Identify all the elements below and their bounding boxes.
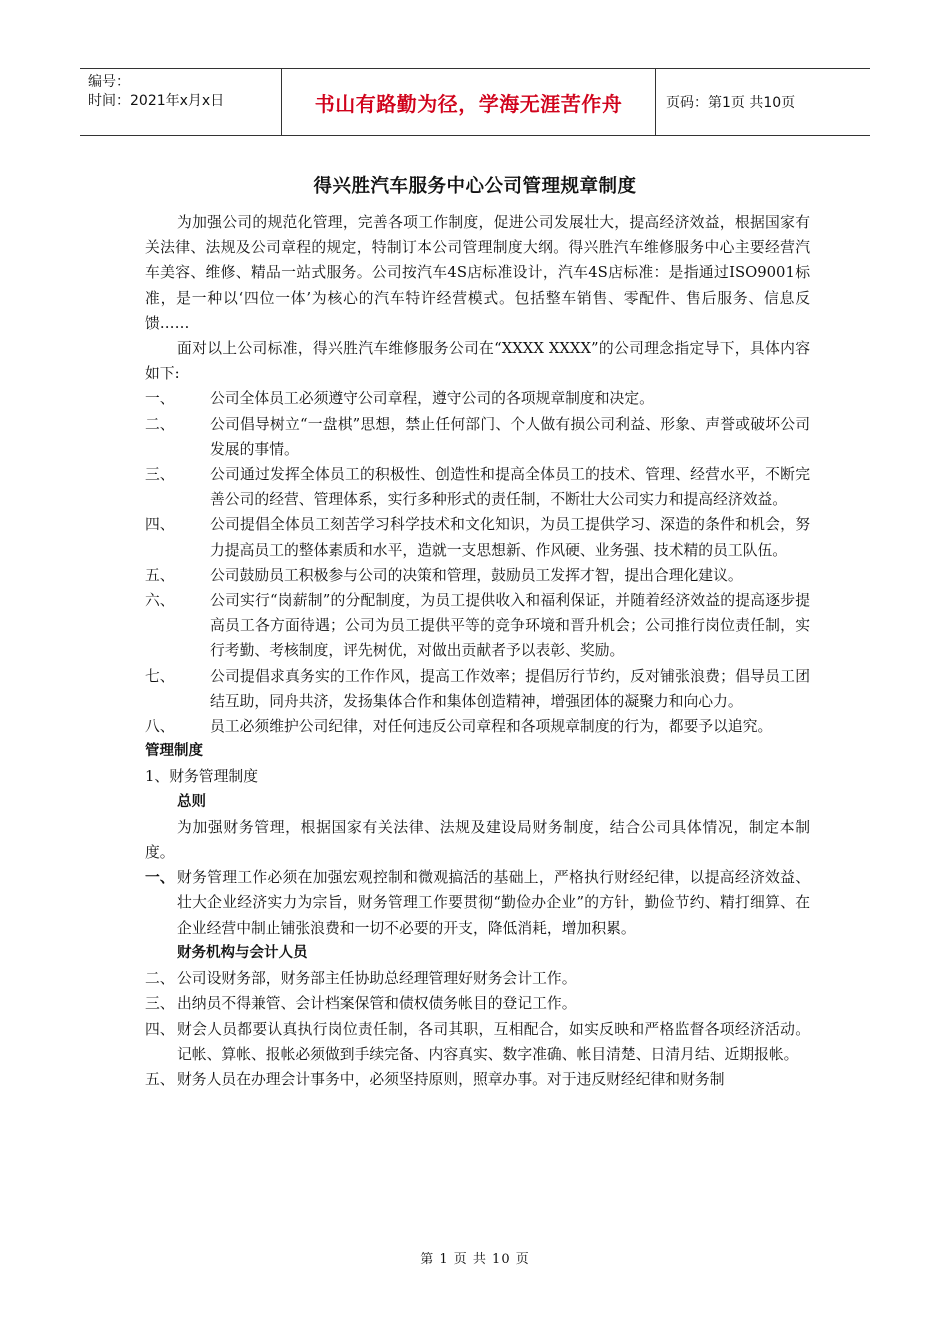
item-text: 公司通过发挥全体员工的积极性、创造性和提高全体员工的技术、管理、经营水平，不断完善公司的经营、管理体系，实行多种形式的责任制，不断壮大公司实力和提高经济效益。 xyxy=(210,466,810,509)
item-number: 六、 xyxy=(145,592,175,610)
item-number: 五、 xyxy=(145,1070,175,1088)
item-text: 公司鼓励员工积极参与公司的决策和管理，鼓励员工发挥才智，提出合理化建议。 xyxy=(210,566,743,584)
general-intro: 为加强财务管理，根据国家有关法律、法规及建设局财务制度，结合公司具体情况，制定本制度。 xyxy=(145,818,810,862)
item-number: 二、 xyxy=(145,415,175,433)
subsection-heading: 总则 xyxy=(177,793,206,810)
document-title: 得兴胜汽车服务中心公司管理规章制度 xyxy=(313,176,637,197)
subsection-heading: 财务机构与会计人员 xyxy=(177,944,308,961)
list-item xyxy=(145,714,810,739)
item-number: 八、 xyxy=(145,718,175,736)
list-item xyxy=(145,1017,810,1067)
header-motto: 书山有路勤为径，学海无涯苦作舟 xyxy=(281,69,656,135)
document-body xyxy=(145,210,810,1092)
item-text: 公司全体员工必须遵守公司章程，遵守公司的各项规章制度和决定。 xyxy=(210,390,654,408)
section-heading: 管理制度 xyxy=(145,743,203,760)
list-item xyxy=(145,588,810,664)
list-item xyxy=(145,412,810,462)
item-number: 四、 xyxy=(145,1020,175,1038)
header-meta xyxy=(80,69,281,135)
principles-list xyxy=(145,386,810,739)
header-table xyxy=(80,68,870,136)
list-item xyxy=(145,1067,810,1092)
item-number: 五、 xyxy=(145,566,175,584)
item-text: 财务管理工作必须在加强宏观控制和微观搞活的基础上，严格执行财经纪律，以提高经济效益、壮大企业经济实力为宗旨，财务管理工作要贯彻“勤俭办企业”的方针，勤俭节约、精打细算、在企业经营中制止铺张浪费和一切不必要的开支，降低消耗，增加积累。 xyxy=(177,869,810,937)
item-text: 公司设财务部，财务部主任协助总经理管理好财务会计工作。 xyxy=(177,970,577,988)
list-item xyxy=(145,512,810,562)
item-number: 二、 xyxy=(145,970,175,988)
list-item xyxy=(145,865,810,941)
item-text: 出纳员不得兼管、会计档案保管和债权债务帐目的登记工作。 xyxy=(177,995,577,1013)
list-item xyxy=(145,462,810,512)
item-text: 财会人员都要认真执行岗位责任制，各司其职，互相配合，如实反映和严格监督各项经济活动。记帐、算帐、报帐必须做到手续完备、内容真实、数字准确、帐目清楚、日清月结、近期报帐。 xyxy=(177,1020,810,1063)
item-text: 公司提倡求真务实的工作作风，提高工作效率；提倡厉行节约，反对铺张浪费；倡导员工团结互助，同舟共济，发扬集体合作和集体创造精神，增强团体的凝聚力和向心力。 xyxy=(210,667,810,710)
item-text: 员工必须维护公司纪律，对任何违反公司章程和各项规章制度的行为，都要予以追究。 xyxy=(210,718,773,736)
item-number: 七、 xyxy=(145,667,175,685)
item-number: 四、 xyxy=(145,516,175,534)
list-item xyxy=(145,563,810,588)
item-number: 三、 xyxy=(145,995,175,1013)
intro-paragraph: 为加强公司的规范化管理，完善各项工作制度，促进公司发展壮大，提高经济效益，根据国家有关法律、法规及公司章程的规定，特制订本公司管理制度大纲。得兴胜汽车维修服务中心主要经营汽车美容、维修、精品一站式服务。公司按汽车4S店标准设计，汽车4S店标准：是指通过ISO9001标准，是一种以‘四位一体’为核心的汽车特许经营模式。包括整车销售、零配件、售后服务、信息反馈…… xyxy=(145,214,810,332)
list-item xyxy=(145,664,810,714)
item-text: 财务人员在办理会计事务中，必须坚持原则，照章办事。对于违反财经纪律和财务制 xyxy=(177,1070,725,1088)
item-number: 一、 xyxy=(145,390,175,408)
item-number: 三、 xyxy=(145,466,175,484)
intro-paragraph: 面对以上公司标准，得兴胜汽车维修服务公司在“XXXX XXXX”的公司理念指定导下，具体内容如下: xyxy=(145,340,810,383)
header-page-info: 页码：第1页 共10页 xyxy=(666,95,796,111)
subsection-title: 1、财务管理制度 xyxy=(145,768,258,786)
document-number-label: 编号： xyxy=(88,74,130,90)
item-number: 一、 xyxy=(145,869,175,887)
item-text: 公司提倡全体员工刻苦学习科学技术和文化知识，为员工提供学习、深造的条件和机会，努力提高员工的整体素质和水平，造就一支思想新、作风硬、业务强、技术精的员工队伍。 xyxy=(210,516,810,559)
item-text: 公司实行“岗薪制”的分配制度，为员工提供收入和福利保证，并随着经济效益的提高逐步提高员工各方面待遇；公司为员工提供平等的竞争环境和晋升机会；公司推行岗位责任制，实行考勤、考核制度，评先树优，对做出贡献者予以表彰、奖励。 xyxy=(210,592,810,660)
page-footer: 第 1 页 共 10 页 xyxy=(420,1252,530,1267)
list-item xyxy=(145,991,810,1016)
list-item xyxy=(145,386,810,411)
document-date: 时间：2021年x月x日 xyxy=(88,93,225,109)
item-text: 公司倡导树立“一盘棋”思想，禁止任何部门、个人做有损公司利益、形象、声誉或破坏公司发展的事情。 xyxy=(210,415,810,458)
list-item xyxy=(145,966,810,991)
